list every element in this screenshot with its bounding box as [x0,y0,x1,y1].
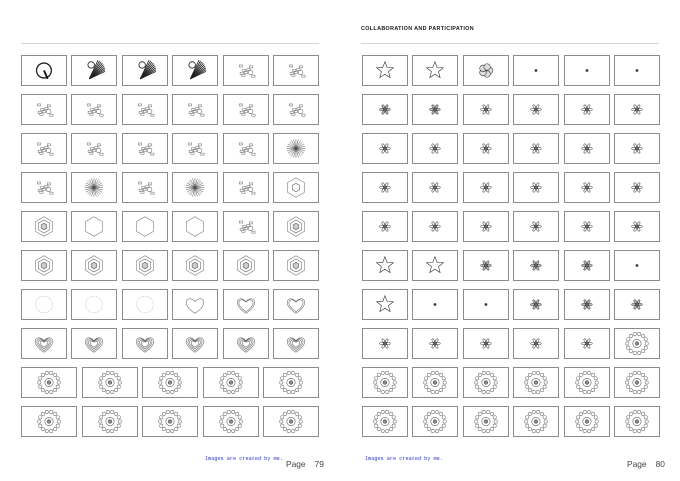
thumbnail-image [463,172,509,203]
thumbnail-image [122,172,168,203]
thumbnail-image [203,406,259,437]
image-credit: Images are created by me. [205,456,283,462]
thumbnail-image [614,94,660,125]
thumbnail-image [82,406,138,437]
thumbnail-image [21,94,67,125]
thumbnail-image [412,328,458,359]
thumbnail-image [172,172,218,203]
thumbnail-image [614,289,660,320]
thumbnail-image [223,211,269,242]
thumbnail-image [463,55,509,86]
thumbnail-image [71,55,117,86]
thumbnail-image [513,133,559,164]
thumbnail-image [412,211,458,242]
thumbnail-image [513,367,559,398]
thumbnail-image [412,250,458,281]
thumbnail-image [412,94,458,125]
thumbnail-image [21,55,67,86]
thumbnail-image [463,250,509,281]
thumbnail-image [463,94,509,125]
thumbnail-image [82,367,138,398]
thumbnail-image [614,367,660,398]
thumbnail-image [71,289,117,320]
thumbnail-image [172,211,218,242]
thumbnail-image [463,406,509,437]
thumbnail-image [614,172,660,203]
thumbnail-image [564,94,610,125]
thumbnail-image [122,55,168,86]
thumbnail-image [172,55,218,86]
thumbnail-image [362,94,408,125]
thumbnail-image [412,367,458,398]
thumbnail-image [223,250,269,281]
thumbnail-image [362,55,408,86]
thumbnail-image [21,211,67,242]
thumbnail-image [142,406,198,437]
thumbnail-image [21,250,67,281]
thumbnail-image [21,133,67,164]
thumbnail-image [71,211,117,242]
thumbnail-image [362,289,408,320]
thumbnail-image [273,55,319,86]
thumbnail-image [564,172,610,203]
thumbnail-image [273,328,319,359]
thumbnail-image [564,289,610,320]
thumbnail-image [172,133,218,164]
page-label: Page [627,459,647,469]
thumbnail-image [412,55,458,86]
page-number-value: 79 [314,459,324,469]
thumbnail-image [513,211,559,242]
thumbnail-image [362,172,408,203]
thumbnail-image [223,133,269,164]
thumbnail-image [71,94,117,125]
thumbnail-image [223,94,269,125]
thumbnail-image [412,406,458,437]
thumbnail-image [362,133,408,164]
thumbnail-image [412,133,458,164]
thumbnail-image [412,289,458,320]
thumbnail-image [122,211,168,242]
thumbnail-image [273,289,319,320]
page-number [286,459,324,469]
thumbnail-image [223,55,269,86]
thumbnail-image [273,94,319,125]
thumbnail-image [564,250,610,281]
thumbnail-image [203,367,259,398]
thumbnail-image [122,328,168,359]
thumbnail-image [71,328,117,359]
right-page [340,0,680,481]
thumbnail-image [614,133,660,164]
thumbnail-image [513,250,559,281]
page-number [627,459,665,469]
thumbnail-image [71,133,117,164]
page-label: Page [286,459,306,469]
thumbnail-image [463,289,509,320]
section-title: COLLABORATION AND PARTICIPATION [361,26,474,32]
header-rule [361,43,659,44]
thumbnail-image [122,289,168,320]
thumbnail-image [273,133,319,164]
thumbnail-image [463,328,509,359]
thumbnail-image [564,133,610,164]
thumbnail-image [564,211,610,242]
thumbnail-image [263,367,319,398]
thumbnail-image [223,172,269,203]
thumbnail-image [513,55,559,86]
thumbnail-image [513,289,559,320]
thumbnail-image [362,328,408,359]
thumbnail-image [362,211,408,242]
thumbnail-image [614,328,660,359]
thumbnail-image [273,250,319,281]
thumbnail-image [142,367,198,398]
thumbnail-image [513,406,559,437]
thumbnail-image [172,328,218,359]
thumbnail-image [223,328,269,359]
thumbnail-image [614,55,660,86]
thumbnail-image [362,250,408,281]
thumbnail-image [614,406,660,437]
thumbnail-image [21,328,67,359]
thumbnail-image [513,172,559,203]
thumbnail-image [122,133,168,164]
thumbnail-image [172,94,218,125]
page-number-value: 80 [655,459,665,469]
header-rule [21,43,319,44]
thumbnail-image [463,367,509,398]
thumbnail-image [172,289,218,320]
thumbnail-image [564,367,610,398]
thumbnail-image [614,211,660,242]
thumbnail-image [223,289,269,320]
thumbnail-image [463,211,509,242]
thumbnail-image [362,406,408,437]
thumbnail-image [122,250,168,281]
thumbnail-image [273,211,319,242]
thumbnail-image [21,289,67,320]
thumbnail-image [21,367,77,398]
thumbnail-image [71,172,117,203]
thumbnail-image [564,328,610,359]
thumbnail-image [564,406,610,437]
image-credit: Images are created by me. [365,456,443,462]
thumbnail-image [412,172,458,203]
thumbnail-image [362,367,408,398]
thumbnail-image [71,250,117,281]
thumbnail-image [21,406,77,437]
thumbnail-image [122,94,168,125]
thumbnail-image [263,406,319,437]
thumbnail-image [273,172,319,203]
thumbnail-image [614,250,660,281]
thumbnail-image [513,328,559,359]
thumbnail-image [463,133,509,164]
thumbnail-image [21,172,67,203]
thumbnail-image [564,55,610,86]
thumbnail-image [513,94,559,125]
thumbnail-image [172,250,218,281]
